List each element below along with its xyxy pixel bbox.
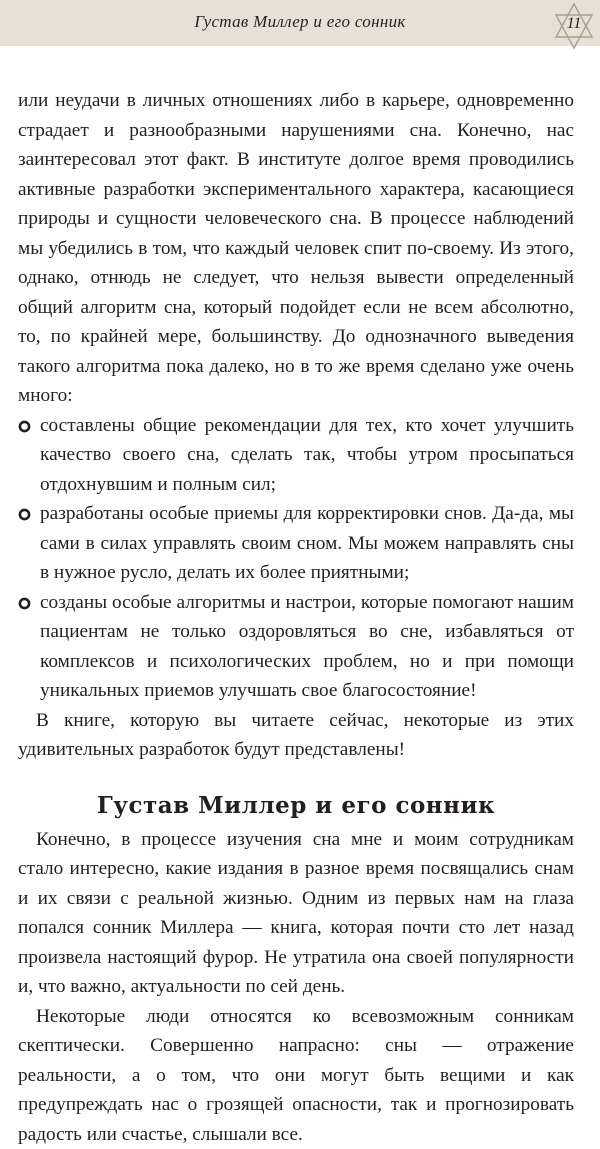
list-item xyxy=(18,411,574,500)
page-number-badge xyxy=(548,0,600,52)
page-number: 11 xyxy=(548,15,600,33)
paragraph-book-note: В книге, которую вы читаете сейчас, некоторые из этих удивительных разработок будут представлены! xyxy=(18,706,574,765)
list-item-text: разработаны особые приемы для корректировки снов. Да-да, мы сами в силах управлять своим сном. Мы можем направлять сны в нужное русло, делать их более приятными; xyxy=(40,503,574,583)
page-body xyxy=(18,86,574,1149)
ring-bullet-icon xyxy=(18,508,31,521)
section-heading: Густав Миллер и его сонник xyxy=(18,791,574,821)
paragraph-skeptics: Некоторые люди относятся ко всевозможным сонникам скептически. Совершенно напрасно: сны — отражение реальности, а о том, что они могут быть вещими и как предупреждать нас о грозящей опасности, так и прогнозировать радость или счастье, слышали все. xyxy=(18,1002,574,1149)
paragraph-miller-intro: Конечно, в процессе изучения сна мне и моим сотрудникам стало интересно, какие издания в разное время посвящались снам и их связи с реальной жизнью. Одним из первых нам на глаза попался сонник Миллера — книга, которая почти сто лет назад произвела настоящий фурор. Не утратила она своей популярности и, что важно, актуальности по сей день. xyxy=(18,825,574,1002)
list-item-text: составлены общие рекомендации для тех, кто хочет улучшить качество своего сна, сделать так, чтобы утром просыпаться отдохнувшим и полным сил; xyxy=(40,415,574,495)
list-item xyxy=(18,499,574,588)
running-title: Густав Миллер и его сонник xyxy=(0,12,600,32)
list-item xyxy=(18,588,574,706)
list-item-text: созданы особые алгоритмы и настрои, которые помогают нашим пациентам не только оздоровляться во сне, избавляться от комплексов и психологических проблем, но и при помощи уникальных приемов улучшать свое благосостояние! xyxy=(40,592,574,702)
achievements-list xyxy=(18,411,574,706)
running-header xyxy=(0,0,600,46)
paragraph-intro: или неудачи в личных отношениях либо в карьере, одновременно страдает и разнообразными нарушениями сна. Конечно, нас заинтересовал этот факт. В институте долгое время проводились активные разработки экспериментального характера, касающиеся природы и сущности человеческого сна. В процессе наблюдений мы убедились в том, что каждый человек спит по-своему. Из этого, однако, отнюдь не следует, что нельзя вывести определенный общий алгоритм сна, который подойдет если не всем абсолютно, то, по крайней мере, большинству. До однозначного выведения такого алгоритма пока далеко, но в то же время сделано уже очень много: xyxy=(18,86,574,411)
ring-bullet-icon xyxy=(18,597,31,610)
ring-bullet-icon xyxy=(18,420,31,433)
